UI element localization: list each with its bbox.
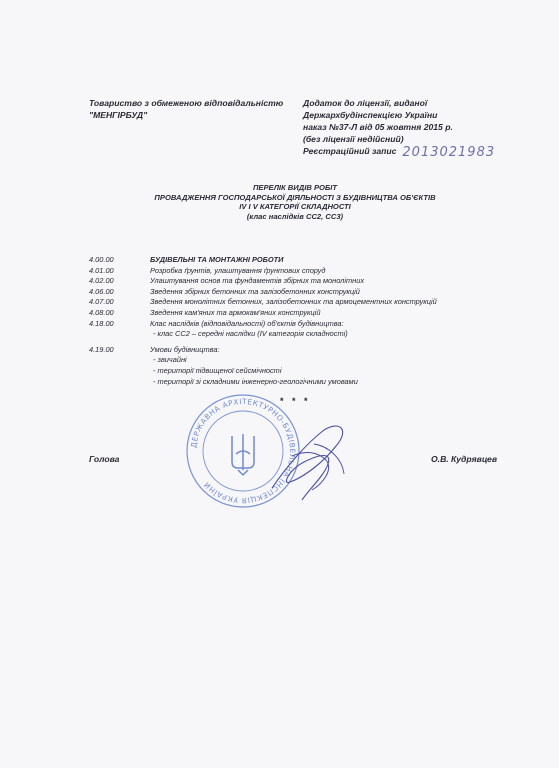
organization-block <box>89 97 289 121</box>
work-row <box>89 287 529 298</box>
work-row <box>89 297 529 308</box>
work-text: Зведення кам'яних та армокам'яних конструкцій <box>150 307 321 317</box>
work-code: 4.00.00 <box>89 255 114 264</box>
signatory-position: Голова <box>89 454 120 464</box>
work-text: Зведення монолітних бетонних, залізобетонних та армоцементних конструкцій <box>150 297 437 307</box>
handwritten-signature <box>262 416 358 508</box>
work-text: Клас наслідків (відповідальності) об'єктів будівництва: <box>150 318 344 328</box>
organization-type: Товариство з обмеженою відповідальністю <box>89 98 284 108</box>
condition-item: - звичайні <box>153 355 187 365</box>
title-line: IV І V КАТЕГОРІЇ СКЛАДНОСТІ <box>239 202 351 211</box>
registry-number-handwritten: 2013021983 <box>402 145 496 160</box>
work-text: Розробка ґрунтів, улаштування ґрунтових споруд <box>150 265 326 275</box>
consequence-class-item: - клас СС2 – середні наслідки (IV категорія складності) <box>153 329 348 339</box>
work-row <box>89 255 529 266</box>
addendum-line: Держархбудінспекцією України <box>303 110 438 120</box>
work-code: 4.07.00 <box>89 297 114 307</box>
condition-item: - території зі складними інженерно-геологічними умовами <box>153 376 358 386</box>
works-list <box>89 255 529 387</box>
work-code: 4.18.00 <box>89 318 114 328</box>
work-text: Улаштування основ та фундаментів збірних та монолітних <box>150 276 365 286</box>
work-code: 4.06.00 <box>89 286 114 296</box>
registry-label: Реєстраційний запис <box>303 146 397 156</box>
title-line: (клас наслідків СС2, СС3) <box>246 211 344 221</box>
separator-stars: * * * <box>280 396 311 406</box>
title-line: ПРОВАДЖЕННЯ ГОСПОДАРСЬКОЇ ДІЯЛЬНОСТІ З БУДІВНИЦТВА ОБ'ЄКТІВ <box>154 192 436 202</box>
work-row <box>89 345 529 356</box>
work-code: 4.08.00 <box>89 307 114 317</box>
work-code: 4.01.00 <box>89 265 114 275</box>
work-code: 4.02.00 <box>89 276 114 286</box>
document-title <box>100 183 490 221</box>
addendum-line: наказ №37-Л від 05 жовтня 2015 р. <box>303 122 453 132</box>
work-text: Зведення збірних бетонних та залізобетонних конструкцій <box>150 286 360 296</box>
work-row <box>89 319 529 330</box>
addendum-line: Додаток до ліцензії, виданої <box>303 98 428 108</box>
registry-record <box>303 145 543 160</box>
condition-item: - території підвищеної сейсмічності <box>153 365 282 375</box>
work-code: 4.19.00 <box>89 344 114 354</box>
work-row <box>89 276 529 287</box>
work-text: БУДІВЕЛЬНІ ТА МОНТАЖНІ РОБОТИ <box>150 255 284 264</box>
organization-name: "МЕНГІРБУД" <box>89 110 148 120</box>
stamp-ring-text: ДЕРЖАВНА АРХІТЕКТУРНО-БУДІВЕЛЬНА ІНСПЕКЦІЯ УКРАЇНИ <box>189 396 298 506</box>
work-text: Умови будівництва: <box>150 344 220 354</box>
work-row <box>89 308 529 319</box>
work-row <box>89 266 529 277</box>
signatory-name: О.В. Кудрявцев <box>431 454 498 464</box>
addendum-line: (без ліцензії недійсний) <box>303 134 404 144</box>
license-addendum-block <box>303 97 543 160</box>
trident-icon <box>232 434 254 475</box>
title-line: ПЕРЕЛІК ВИДІВ РОБІТ <box>252 183 338 192</box>
